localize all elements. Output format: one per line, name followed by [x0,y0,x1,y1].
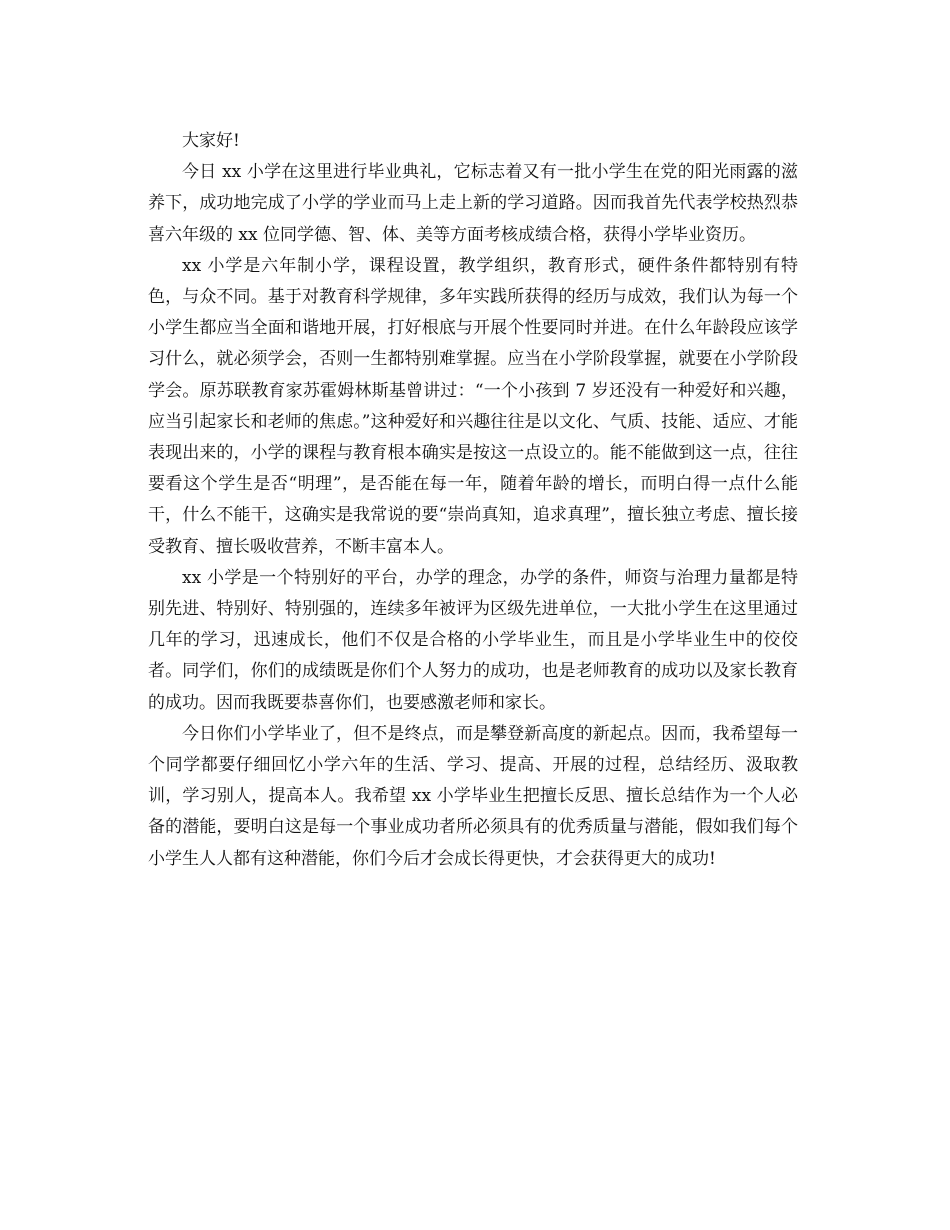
body-paragraph-1: 今日 xx 小学在这里进行毕业典礼，它标志着又有一批小学生在党的阳光雨露的滋养下，成功地完成了小学的学业而马上走上新的学习道路。因而我首先代表学校热烈恭喜六年级的 xx 位同学德、智、体、美等方面考核成绩合格，获得小学毕业资历。 [148,162,798,245]
body-paragraph-3: xx 小学是一个特别好的平台，办学的理念，办学的条件，师资与治理力量都是特别先进、特别好、特别强的，连续多年被评为区级先进单位，一大批小学生在这里通过几年的学习，迅速成长，他们不仅是合格的小学毕业生，而且是小学毕业生中的佼佼者。同学们，你们的成绩既是你们个人努力的成功，也是老师教育的成功以及家长教育的成功。因而我既要恭喜你们，也要感激老师和家长。 [148,567,798,713]
greeting-paragraph: 大家好! [182,131,240,151]
body-paragraph-2: xx 小学是六年制小学，课程设置，教学组织，教育形式，硬件条件都特别有特色，与众不同。基于对教育科学规律，多年实践所获得的经历与成效，我们认为每一个小学生都应当全面和谐地开展，打好根底与开展个性要同时并进。在什么年龄段应该学习什么，就必须学会，否则一生都特别难掌握。应当在小学阶段掌握，就要在小学阶段学会。原苏联教育家苏霍姆林斯基曾讲过：“一个小孩到 7 岁还没有一种爱好和兴趣，应当引起家长和老师的焦虑。”这种爱好和兴趣往往是以文化、气质、技能、适应、才能表现出来的，小学的课程与教育根本确实是按这一点设立的。能不能做到这一点，往往要看这个学生是否“明理”，是否能在每一年，随着年龄的增长，而明白得一点什么能干，什么不能干，这确实是我常说的要“崇尚真知，追求真理”，擅长独立考虑、擅长接受教育、擅长吸收营养，不断丰富本人。 [148,255,798,557]
document-body [148,126,798,875]
body-paragraph-4: 今日你们小学毕业了，但不是终点，而是攀登新高度的新起点。因而，我希望每一个同学都要仔细回忆小学六年的生活、学习、提高、开展的过程，总结经历、汲取教训，学习别人，提高本人。我希望 xx 小学毕业生把擅长反思、擅长总结作为一个人必备的潜能，要明白这是每一个事业成功者所必须具有的优秀质量与潜能，假如我们每个小学生人人都有这种潜能，你们今后才会成长得更快，才会获得更大的成功! [148,723,798,869]
